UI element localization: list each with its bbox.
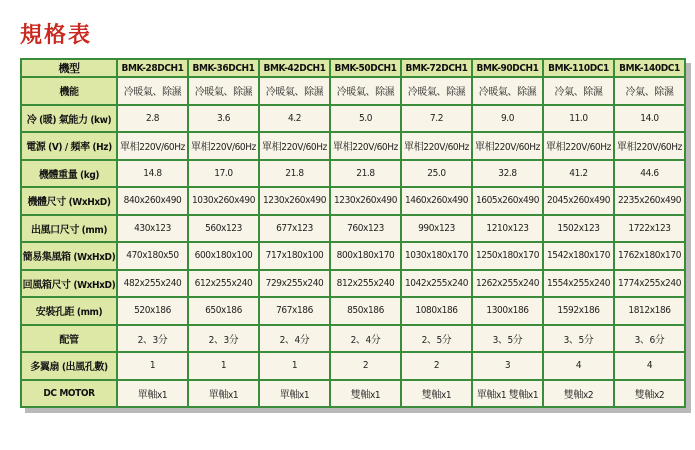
table-cell: 1262x255x240 xyxy=(472,270,543,298)
table-cell: 840x260x490 xyxy=(117,187,188,215)
table-row xyxy=(21,270,685,298)
table-cell: 9.0 xyxy=(472,105,543,133)
table-cell: 21.8 xyxy=(259,160,330,188)
table-cell: 1030x180x170 xyxy=(401,242,472,270)
row-label: 電源 (V) / 頻率 (Hz) xyxy=(21,132,117,160)
row-label: 機能 xyxy=(21,77,117,105)
table-cell: 1250x180x170 xyxy=(472,242,543,270)
corner-label: 機型 xyxy=(21,59,117,77)
table-cell: 17.0 xyxy=(188,160,259,188)
table-cell: 單相220V/60Hz xyxy=(330,132,401,160)
table-cell: 612x255x240 xyxy=(188,270,259,298)
table-cell: 1 xyxy=(117,352,188,380)
table-cell: 14.0 xyxy=(614,105,685,133)
table-row xyxy=(21,352,685,380)
spec-table-frame xyxy=(20,58,686,408)
table-row xyxy=(21,77,685,105)
table-cell: 2 xyxy=(401,352,472,380)
table-cell: 5.0 xyxy=(330,105,401,133)
table-cell: 2235x260x490 xyxy=(614,187,685,215)
table-cell: 單軸x1 xyxy=(117,380,188,408)
table-cell: 4.2 xyxy=(259,105,330,133)
row-label: 機體重量 (kg) xyxy=(21,160,117,188)
table-cell: 冷暖氣、除濕 xyxy=(472,77,543,105)
table-cell: 430x123 xyxy=(117,215,188,243)
model-header: BMK-42DCH1 xyxy=(259,59,330,77)
table-cell: 482x255x240 xyxy=(117,270,188,298)
table-row xyxy=(21,380,685,408)
table-cell: 2.8 xyxy=(117,105,188,133)
page-title: 規格表 xyxy=(20,23,93,48)
model-header: BMK-110DC1 xyxy=(543,59,614,77)
table-cell: 冷暖氣、除濕 xyxy=(117,77,188,105)
table-cell: 雙軸x2 xyxy=(614,380,685,408)
table-cell: 729x255x240 xyxy=(259,270,330,298)
table-cell: 560x123 xyxy=(188,215,259,243)
model-header: BMK-28DCH1 xyxy=(117,59,188,77)
table-cell: 717x180x100 xyxy=(259,242,330,270)
table-cell: 1080x186 xyxy=(401,297,472,325)
table-row xyxy=(21,325,685,353)
table-cell: 1230x260x490 xyxy=(259,187,330,215)
model-header: BMK-72DCH1 xyxy=(401,59,472,77)
table-cell: 600x180x100 xyxy=(188,242,259,270)
table-cell: 650x186 xyxy=(188,297,259,325)
table-cell: 812x255x240 xyxy=(330,270,401,298)
table-cell: 2、5分 xyxy=(401,325,472,353)
table-cell: 2、4分 xyxy=(259,325,330,353)
table-cell: 1722x123 xyxy=(614,215,685,243)
row-label: 多翼扇 (出風孔數) xyxy=(21,352,117,380)
header-row xyxy=(21,59,685,77)
table-cell: 冷暖氣、除濕 xyxy=(188,77,259,105)
table-cell: 2 xyxy=(330,352,401,380)
table-cell: 767x186 xyxy=(259,297,330,325)
table-cell: 800x180x170 xyxy=(330,242,401,270)
table-row xyxy=(21,160,685,188)
table-cell: 470x180x50 xyxy=(117,242,188,270)
table-cell: 850x186 xyxy=(330,297,401,325)
table-row xyxy=(21,242,685,270)
table-cell: 單相220V/60Hz xyxy=(543,132,614,160)
table-cell: 單軸x1 雙軸x1 xyxy=(472,380,543,408)
table-cell: 冷暖氣、除濕 xyxy=(259,77,330,105)
table-cell: 1592x186 xyxy=(543,297,614,325)
table-cell: 3、5分 xyxy=(543,325,614,353)
model-header: BMK-36DCH1 xyxy=(188,59,259,77)
table-cell: 677x123 xyxy=(259,215,330,243)
table-row xyxy=(21,105,685,133)
table-cell: 7.2 xyxy=(401,105,472,133)
table-cell: 單相220V/60Hz xyxy=(401,132,472,160)
row-label: 回風箱尺寸 (WxHxD) xyxy=(21,270,117,298)
table-cell: 520x186 xyxy=(117,297,188,325)
table-cell: 11.0 xyxy=(543,105,614,133)
row-label: 出風口尺寸 (mm) xyxy=(21,215,117,243)
table-cell: 冷暖氣、除濕 xyxy=(330,77,401,105)
table-cell: 1502x123 xyxy=(543,215,614,243)
row-label: 配管 xyxy=(21,325,117,353)
table-cell: 25.0 xyxy=(401,160,472,188)
table-cell: 1460x260x490 xyxy=(401,187,472,215)
table-cell: 1030x260x490 xyxy=(188,187,259,215)
table-cell: 4 xyxy=(614,352,685,380)
table-cell: 2、4分 xyxy=(330,325,401,353)
table-cell: 2045x260x490 xyxy=(543,187,614,215)
model-header: BMK-50DCH1 xyxy=(330,59,401,77)
table-cell: 1554x255x240 xyxy=(543,270,614,298)
table-row xyxy=(21,132,685,160)
row-label: 簡易集風箱 (WxHxD) xyxy=(21,242,117,270)
row-label: 安裝孔距 (mm) xyxy=(21,297,117,325)
table-cell: 1605x260x490 xyxy=(472,187,543,215)
table-cell: 1210x123 xyxy=(472,215,543,243)
table-row xyxy=(21,187,685,215)
table-cell: 單相220V/60Hz xyxy=(188,132,259,160)
table-cell: 1300x186 xyxy=(472,297,543,325)
table-cell: 冷氣、除濕 xyxy=(543,77,614,105)
table-cell: 14.8 xyxy=(117,160,188,188)
table-cell: 3 xyxy=(472,352,543,380)
table-cell: 760x123 xyxy=(330,215,401,243)
table-cell: 1 xyxy=(188,352,259,380)
table-cell: 3.6 xyxy=(188,105,259,133)
model-header: BMK-90DCH1 xyxy=(472,59,543,77)
table-cell: 單相220V/60Hz xyxy=(472,132,543,160)
table-cell: 冷氣、除濕 xyxy=(614,77,685,105)
table-cell: 41.2 xyxy=(543,160,614,188)
table-cell: 雙軸x2 xyxy=(543,380,614,408)
table-row xyxy=(21,215,685,243)
spec-table xyxy=(20,58,686,408)
table-row xyxy=(21,297,685,325)
table-cell: 1542x180x170 xyxy=(543,242,614,270)
table-cell: 990x123 xyxy=(401,215,472,243)
table-cell: 4 xyxy=(543,352,614,380)
row-label: 冷 (暖) 氣能力 (kw) xyxy=(21,105,117,133)
table-cell: 44.6 xyxy=(614,160,685,188)
table-cell: 1 xyxy=(259,352,330,380)
row-label: DC MOTOR xyxy=(21,380,117,408)
table-cell: 1042x255x240 xyxy=(401,270,472,298)
table-cell: 單相220V/60Hz xyxy=(117,132,188,160)
model-header: BMK-140DC1 xyxy=(614,59,685,77)
table-cell: 雙軸x1 xyxy=(330,380,401,408)
table-cell: 2、3分 xyxy=(117,325,188,353)
table-cell: 3、5分 xyxy=(472,325,543,353)
table-cell: 1762x180x170 xyxy=(614,242,685,270)
table-cell: 2、3分 xyxy=(188,325,259,353)
table-cell: 單軸x1 xyxy=(259,380,330,408)
table-cell: 單相220V/60Hz xyxy=(259,132,330,160)
row-label: 機體尺寸 (WxHxD) xyxy=(21,187,117,215)
table-cell: 1774x255x240 xyxy=(614,270,685,298)
table-cell: 冷暖氣、除濕 xyxy=(401,77,472,105)
table-cell: 1812x186 xyxy=(614,297,685,325)
table-cell: 1230x260x490 xyxy=(330,187,401,215)
table-cell: 32.8 xyxy=(472,160,543,188)
table-cell: 單相220V/60Hz xyxy=(614,132,685,160)
table-cell: 3、6分 xyxy=(614,325,685,353)
table-cell: 雙軸x1 xyxy=(401,380,472,408)
table-cell: 21.8 xyxy=(330,160,401,188)
table-cell: 單軸x1 xyxy=(188,380,259,408)
